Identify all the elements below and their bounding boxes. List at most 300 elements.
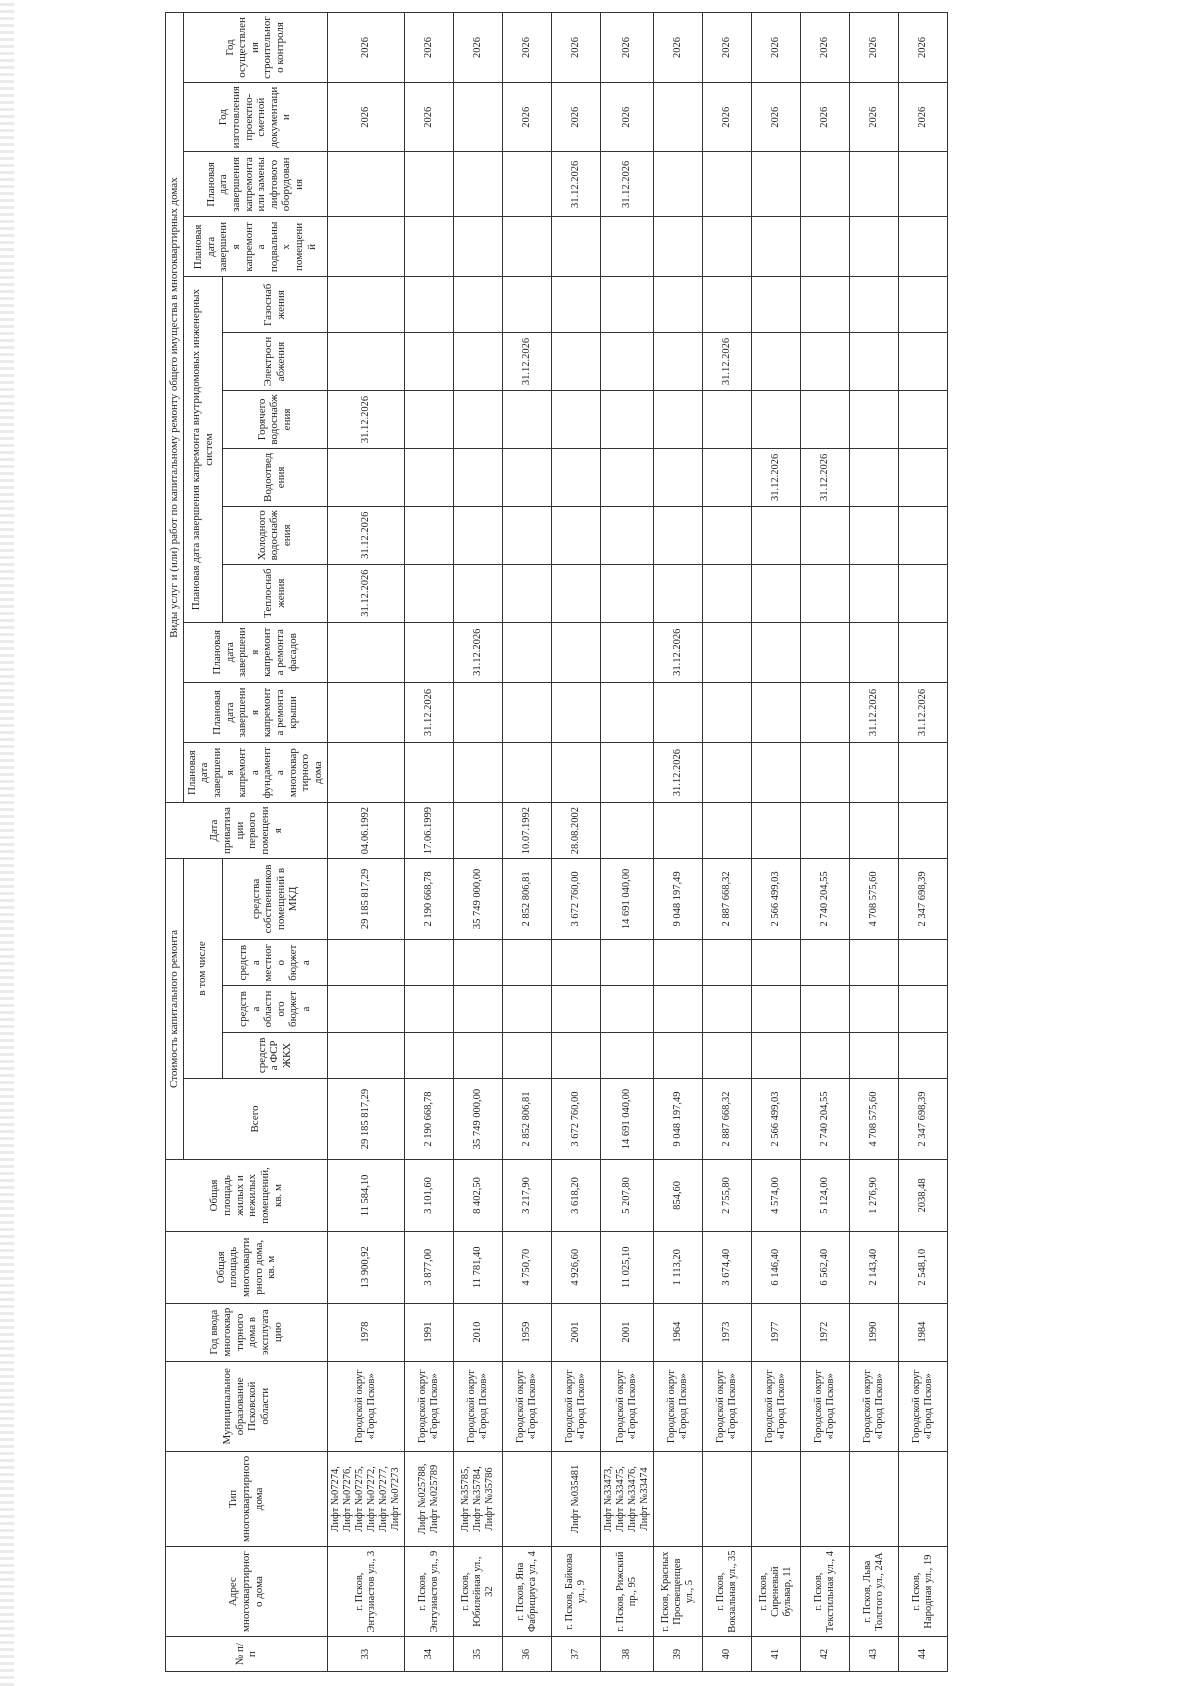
cell-cost-region bbox=[654, 986, 703, 1032]
cell-sewage bbox=[601, 448, 654, 506]
cell-sewage: 31.12.2026 bbox=[801, 448, 850, 506]
cell-heat bbox=[850, 564, 899, 622]
cell-facade bbox=[552, 622, 601, 682]
cell-control-year: 2026 bbox=[503, 13, 552, 83]
cell-cost-region bbox=[899, 986, 948, 1032]
cell-total-area: 3 674,40 bbox=[703, 1231, 752, 1303]
cell-elevator bbox=[752, 152, 801, 217]
cell-type: Лифт №035481 bbox=[552, 1451, 601, 1546]
cell-privatization bbox=[654, 803, 703, 859]
table-row bbox=[405, 13, 454, 1672]
cell-elevator: 31.12.2026 bbox=[601, 152, 654, 217]
cell-no: 41 bbox=[752, 1637, 801, 1672]
cell-total-area: 4 750,70 bbox=[503, 1231, 552, 1303]
cell-year: 1977 bbox=[752, 1303, 801, 1361]
cell-roof bbox=[654, 682, 703, 742]
cell-address: г. Псков, Красных Просвещенцев ул., 5 bbox=[654, 1546, 703, 1636]
cell-mo: Городской округ «Город Псков» bbox=[552, 1361, 601, 1451]
cell-facade bbox=[801, 622, 850, 682]
cell-year: 1990 bbox=[850, 1303, 899, 1361]
cell-cost-region bbox=[752, 986, 801, 1032]
cell-cost-local bbox=[601, 940, 654, 986]
cell-no: 44 bbox=[899, 1637, 948, 1672]
cell-elevator bbox=[454, 152, 503, 217]
header-gas: Газоснабжения bbox=[222, 277, 327, 333]
cell-heat bbox=[552, 564, 601, 622]
cell-elevator bbox=[899, 152, 948, 217]
cell-electricity bbox=[405, 333, 454, 391]
cell-year: 2001 bbox=[601, 1303, 654, 1361]
cell-control-year: 2026 bbox=[654, 13, 703, 83]
cell-heat bbox=[752, 564, 801, 622]
cell-electricity bbox=[899, 333, 948, 391]
header-year-built: Год ввода многоквартирного дома в эксплуатацию bbox=[166, 1303, 328, 1361]
cell-gas bbox=[454, 277, 503, 333]
cell-address: г. Псков, Байкова ул., 9 bbox=[552, 1546, 601, 1636]
cell-living-area: 854,60 bbox=[654, 1160, 703, 1232]
cell-elevator bbox=[327, 152, 404, 217]
cell-living-area: 3 217,90 bbox=[503, 1160, 552, 1232]
cell-basement bbox=[752, 217, 801, 277]
cell-address: г. Псков, Льва Толстого ул., 24А bbox=[850, 1546, 899, 1636]
header-municipality: Муниципальное образование Псковской области bbox=[166, 1361, 328, 1451]
cell-total-area: 6 146,40 bbox=[752, 1231, 801, 1303]
header-cost-owners: средства собственников помещений в МКД bbox=[222, 858, 327, 939]
header-cost-local: средства местного бюджета bbox=[222, 940, 327, 986]
cell-control-year: 2026 bbox=[850, 13, 899, 83]
cell-no: 39 bbox=[654, 1637, 703, 1672]
cell-mo: Городской округ «Город Псков» bbox=[899, 1361, 948, 1451]
cell-facade bbox=[703, 622, 752, 682]
cell-cold-water bbox=[454, 506, 503, 564]
table-row bbox=[654, 13, 703, 1672]
cell-elevator bbox=[405, 152, 454, 217]
cell-control-year: 2026 bbox=[752, 13, 801, 83]
cell-sewage: 31.12.2026 bbox=[752, 448, 801, 506]
table-row bbox=[801, 13, 850, 1672]
cell-year: 1978 bbox=[327, 1303, 404, 1361]
cell-elevator bbox=[850, 152, 899, 217]
cell-electricity bbox=[801, 333, 850, 391]
cell-basement bbox=[850, 217, 899, 277]
header-hot-water: Горячего водоснабжения bbox=[222, 391, 327, 449]
cell-control-year: 2026 bbox=[405, 13, 454, 83]
cell-design-year: 2026 bbox=[601, 82, 654, 151]
cell-cost-local bbox=[503, 940, 552, 986]
cell-hot-water bbox=[899, 391, 948, 449]
cell-total-area: 4 926,60 bbox=[552, 1231, 601, 1303]
cell-heat bbox=[454, 564, 503, 622]
cell-mo: Городской округ «Город Псков» bbox=[454, 1361, 503, 1451]
cell-no: 37 bbox=[552, 1637, 601, 1672]
cell-year: 2001 bbox=[552, 1303, 601, 1361]
cell-cost-owners: 14 691 040,00 bbox=[601, 858, 654, 939]
cell-mo: Городской округ «Город Псков» bbox=[601, 1361, 654, 1451]
cell-heat: 31.12.2026 bbox=[327, 564, 404, 622]
cell-living-area: 2 755,80 bbox=[703, 1160, 752, 1232]
cell-design-year: 2026 bbox=[703, 82, 752, 151]
cell-cost-total: 2 887 668,32 bbox=[703, 1079, 752, 1160]
cell-type bbox=[703, 1451, 752, 1546]
cell-mo: Городской округ «Город Псков» bbox=[850, 1361, 899, 1451]
cell-cost-owners: 3 672 760,00 bbox=[552, 858, 601, 939]
cell-cost-total: 9 048 197,49 bbox=[654, 1079, 703, 1160]
table-row bbox=[850, 13, 899, 1672]
cell-cost-fund bbox=[801, 1032, 850, 1078]
header-systems-group: Плановая дата завершения капремонта внутридомовых инженерных систем bbox=[183, 277, 222, 622]
table-row bbox=[601, 13, 654, 1672]
cell-heat bbox=[801, 564, 850, 622]
cell-living-area: 4 574,00 bbox=[752, 1160, 801, 1232]
cell-cost-total: 2 852 806,81 bbox=[503, 1079, 552, 1160]
cell-no: 43 bbox=[850, 1637, 899, 1672]
cell-hot-water bbox=[850, 391, 899, 449]
cell-address: г. Псков, Текстильная ул., 4 bbox=[801, 1546, 850, 1636]
cell-basement bbox=[552, 217, 601, 277]
cell-basement bbox=[654, 217, 703, 277]
header-sewage: Водоотведения bbox=[222, 448, 327, 506]
cell-address: г. Псков, Народная ул., 19 bbox=[899, 1546, 948, 1636]
cell-cost-total: 35 749 000,00 bbox=[454, 1079, 503, 1160]
cell-cost-fund bbox=[405, 1032, 454, 1078]
cell-type bbox=[752, 1451, 801, 1546]
cell-address: г. Псков, Энтузиастов ул., 3 bbox=[327, 1546, 404, 1636]
cell-control-year: 2026 bbox=[454, 13, 503, 83]
cell-foundation bbox=[552, 743, 601, 803]
cell-facade bbox=[752, 622, 801, 682]
cell-mo: Городской округ «Город Псков» bbox=[327, 1361, 404, 1451]
cell-cost-total: 14 691 040,00 bbox=[601, 1079, 654, 1160]
cell-roof bbox=[503, 682, 552, 742]
header-no: № п/п bbox=[166, 1637, 328, 1672]
header-total-area: Общая площадь многоквартирного дома, кв. м bbox=[166, 1231, 328, 1303]
header-type: Тип многоквартирного дома bbox=[166, 1451, 328, 1546]
cell-basement bbox=[601, 217, 654, 277]
cell-living-area: 3 618,20 bbox=[552, 1160, 601, 1232]
cell-sewage bbox=[327, 448, 404, 506]
cell-heat bbox=[654, 564, 703, 622]
cell-type: Лифт №35785, Лифт №35784, Лифт №35786 bbox=[454, 1451, 503, 1546]
cell-type bbox=[899, 1451, 948, 1546]
cell-cost-fund bbox=[850, 1032, 899, 1078]
cell-cost-fund bbox=[601, 1032, 654, 1078]
header-privatization: Дата приватизации первого помещения bbox=[166, 803, 328, 859]
cell-sewage bbox=[503, 448, 552, 506]
cell-cold-water bbox=[503, 506, 552, 564]
cell-mo: Городской округ «Город Псков» bbox=[503, 1361, 552, 1451]
cell-cost-region bbox=[601, 986, 654, 1032]
cell-control-year: 2026 bbox=[552, 13, 601, 83]
cell-year: 2010 bbox=[454, 1303, 503, 1361]
cell-hot-water bbox=[454, 391, 503, 449]
cell-gas bbox=[703, 277, 752, 333]
cell-gas bbox=[552, 277, 601, 333]
cell-electricity: 31.12.2026 bbox=[703, 333, 752, 391]
cell-privatization: 04.06.1992 bbox=[327, 803, 404, 859]
cell-no: 34 bbox=[405, 1637, 454, 1672]
table-header bbox=[166, 13, 328, 1672]
header-address: Адрес многоквартирного дома bbox=[166, 1546, 328, 1636]
cell-type bbox=[850, 1451, 899, 1546]
cell-no: 38 bbox=[601, 1637, 654, 1672]
cell-gas bbox=[601, 277, 654, 333]
cell-roof bbox=[801, 682, 850, 742]
cell-cost-total: 4 708 575,60 bbox=[850, 1079, 899, 1160]
cell-cost-local bbox=[850, 940, 899, 986]
cell-cost-local bbox=[703, 940, 752, 986]
cell-cold-water bbox=[405, 506, 454, 564]
cell-address: г. Псков, Энтузиастов ул., 9 bbox=[405, 1546, 454, 1636]
cell-cost-owners: 2 740 204,55 bbox=[801, 858, 850, 939]
cell-hot-water bbox=[752, 391, 801, 449]
header-cost-total: Всего bbox=[183, 1079, 327, 1160]
cell-cost-owners: 4 708 575,60 bbox=[850, 858, 899, 939]
cell-cost-owners: 29 185 817,29 bbox=[327, 858, 404, 939]
cell-electricity bbox=[601, 333, 654, 391]
cell-living-area: 2038,48 bbox=[899, 1160, 948, 1232]
cell-total-area: 11 781,40 bbox=[454, 1231, 503, 1303]
cell-foundation bbox=[801, 743, 850, 803]
cell-cost-local bbox=[801, 940, 850, 986]
cell-electricity bbox=[752, 333, 801, 391]
cell-control-year: 2026 bbox=[327, 13, 404, 83]
cell-hot-water bbox=[654, 391, 703, 449]
cell-facade bbox=[327, 622, 404, 682]
cell-cost-fund bbox=[752, 1032, 801, 1078]
cell-foundation bbox=[503, 743, 552, 803]
cell-heat bbox=[405, 564, 454, 622]
cell-mo: Городской округ «Город Псков» bbox=[801, 1361, 850, 1451]
cell-cost-owners: 2 852 806,81 bbox=[503, 858, 552, 939]
header-elevator: Плановая дата завершения капремонта или замены лифтового оборудования bbox=[183, 152, 327, 217]
cell-total-area: 13 900,92 bbox=[327, 1231, 404, 1303]
cell-hot-water bbox=[503, 391, 552, 449]
cell-privatization bbox=[899, 803, 948, 859]
cell-cost-region bbox=[850, 986, 899, 1032]
cell-sewage bbox=[703, 448, 752, 506]
cell-gas bbox=[752, 277, 801, 333]
cell-privatization: 10.07.1992 bbox=[503, 803, 552, 859]
cell-address: г. Псков, Юбилейная ул., 32 bbox=[454, 1546, 503, 1636]
cell-cost-region bbox=[801, 986, 850, 1032]
cell-privatization bbox=[752, 803, 801, 859]
cell-address: г. Псков, Яна Фабрициуса ул., 4 bbox=[503, 1546, 552, 1636]
cell-cost-region bbox=[454, 986, 503, 1032]
cell-cost-fund bbox=[654, 1032, 703, 1078]
cell-electricity bbox=[327, 333, 404, 391]
cell-total-area: 2 548,10 bbox=[899, 1231, 948, 1303]
cell-living-area: 3 101,60 bbox=[405, 1160, 454, 1232]
cell-cost-local bbox=[899, 940, 948, 986]
cell-roof bbox=[454, 682, 503, 742]
table-row bbox=[703, 13, 752, 1672]
cell-roof: 31.12.2026 bbox=[899, 682, 948, 742]
cell-living-area: 1 276,90 bbox=[850, 1160, 899, 1232]
cell-type bbox=[503, 1451, 552, 1546]
cell-roof: 31.12.2026 bbox=[850, 682, 899, 742]
cell-mo: Городской округ «Город Псков» bbox=[405, 1361, 454, 1451]
cell-design-year: 2026 bbox=[552, 82, 601, 151]
cell-cost-region bbox=[503, 986, 552, 1032]
cell-sewage bbox=[850, 448, 899, 506]
cell-living-area: 5 124,00 bbox=[801, 1160, 850, 1232]
cell-control-year: 2026 bbox=[801, 13, 850, 83]
cell-sewage bbox=[405, 448, 454, 506]
cell-electricity bbox=[454, 333, 503, 391]
header-cost-incl: в том числе bbox=[183, 858, 222, 1078]
cell-basement bbox=[703, 217, 752, 277]
cell-gas bbox=[327, 277, 404, 333]
cell-cost-fund bbox=[454, 1032, 503, 1078]
cell-cost-total: 2 566 499,03 bbox=[752, 1079, 801, 1160]
cell-type bbox=[654, 1451, 703, 1546]
table-row bbox=[899, 13, 948, 1672]
cell-cold-water bbox=[850, 506, 899, 564]
cell-year: 1973 bbox=[703, 1303, 752, 1361]
cell-foundation bbox=[850, 743, 899, 803]
cell-elevator bbox=[703, 152, 752, 217]
cell-gas bbox=[654, 277, 703, 333]
cell-design-year bbox=[654, 82, 703, 151]
header-foundation: Плановая дата завершения капремонта фундамента многоквартирного дома bbox=[183, 743, 327, 803]
cell-total-area: 3 877,00 bbox=[405, 1231, 454, 1303]
cell-cost-total: 2 740 204,55 bbox=[801, 1079, 850, 1160]
cell-hot-water bbox=[703, 391, 752, 449]
cell-facade: 31.12.2026 bbox=[454, 622, 503, 682]
cell-foundation bbox=[454, 743, 503, 803]
cell-privatization bbox=[601, 803, 654, 859]
cell-control-year: 2026 bbox=[601, 13, 654, 83]
cell-cost-local bbox=[405, 940, 454, 986]
header-basement: Плановая дата завершения капремонта подвальных помещений bbox=[183, 217, 327, 277]
header-roof: Плановая дата завершения капремонта ремонта крыши bbox=[183, 682, 327, 742]
cell-no: 36 bbox=[503, 1637, 552, 1672]
cell-hot-water bbox=[601, 391, 654, 449]
cell-type: Лифт №025788, Лифт №025789 bbox=[405, 1451, 454, 1546]
cell-facade bbox=[601, 622, 654, 682]
cell-cost-total: 2 347 698,39 bbox=[899, 1079, 948, 1160]
cell-electricity bbox=[654, 333, 703, 391]
cell-heat bbox=[899, 564, 948, 622]
capital-repair-table bbox=[165, 12, 948, 1672]
cell-hot-water: 31.12.2026 bbox=[327, 391, 404, 449]
cell-roof bbox=[552, 682, 601, 742]
cell-cold-water bbox=[752, 506, 801, 564]
table-row bbox=[454, 13, 503, 1672]
cell-cold-water: 31.12.2026 bbox=[327, 506, 404, 564]
cell-living-area: 5 207,80 bbox=[601, 1160, 654, 1232]
cell-address: г. Псков, Рижский пр., 95 bbox=[601, 1546, 654, 1636]
header-works-group: Виды услуг и (или) работ по капитальному ремонту общего имущества в многоквартирных домах bbox=[166, 13, 184, 803]
table-row bbox=[552, 13, 601, 1672]
cell-living-area: 11 584,10 bbox=[327, 1160, 404, 1232]
cell-type: Лифт №07274, Лифт №07276, Лифт №07275, Лифт №07272, Лифт №07277, Лифт №07273 bbox=[327, 1451, 404, 1546]
cell-cost-fund bbox=[703, 1032, 752, 1078]
cell-gas bbox=[503, 277, 552, 333]
cell-gas bbox=[801, 277, 850, 333]
cell-electricity: 31.12.2026 bbox=[503, 333, 552, 391]
cell-elevator: 31.12.2026 bbox=[552, 152, 601, 217]
table-row bbox=[752, 13, 801, 1672]
cell-gas bbox=[405, 277, 454, 333]
cell-heat bbox=[503, 564, 552, 622]
cell-heat bbox=[601, 564, 654, 622]
cell-cost-region bbox=[327, 986, 404, 1032]
cell-privatization bbox=[801, 803, 850, 859]
header-design-year: Год изготовления проектно-сметной документации bbox=[183, 82, 327, 151]
cell-cost-fund bbox=[552, 1032, 601, 1078]
cell-no: 42 bbox=[801, 1637, 850, 1672]
cell-facade bbox=[405, 622, 454, 682]
header-heat: Теплоснабжения bbox=[222, 564, 327, 622]
cell-basement bbox=[899, 217, 948, 277]
cell-roof: 31.12.2026 bbox=[405, 682, 454, 742]
cell-gas bbox=[899, 277, 948, 333]
cell-total-area: 1 113,20 bbox=[654, 1231, 703, 1303]
cell-year: 1991 bbox=[405, 1303, 454, 1361]
cell-elevator bbox=[503, 152, 552, 217]
cell-basement bbox=[801, 217, 850, 277]
cell-roof bbox=[703, 682, 752, 742]
cell-foundation bbox=[405, 743, 454, 803]
cell-cost-local bbox=[454, 940, 503, 986]
cell-year: 1959 bbox=[503, 1303, 552, 1361]
cell-design-year: 2026 bbox=[405, 82, 454, 151]
cell-elevator bbox=[654, 152, 703, 217]
header-facade: Плановая дата завершения капремонта ремонта фасадов bbox=[183, 622, 327, 682]
header-living-area: Общая площадь жилых и нежилых помещений, кв. м bbox=[166, 1160, 328, 1232]
cell-cost-owners: 9 048 197,49 bbox=[654, 858, 703, 939]
header-cold-water: Холодного водоснабжения bbox=[222, 506, 327, 564]
cell-cost-total: 29 185 817,29 bbox=[327, 1079, 404, 1160]
cell-control-year: 2026 bbox=[703, 13, 752, 83]
cell-year: 1964 bbox=[654, 1303, 703, 1361]
cell-privatization bbox=[850, 803, 899, 859]
cell-facade: 31.12.2026 bbox=[654, 622, 703, 682]
header-cost-region: средства областного бюджета bbox=[222, 986, 327, 1032]
cell-cold-water bbox=[601, 506, 654, 564]
cell-foundation: 31.12.2026 bbox=[654, 743, 703, 803]
cell-year: 1972 bbox=[801, 1303, 850, 1361]
cell-facade bbox=[899, 622, 948, 682]
cell-control-year: 2026 bbox=[899, 13, 948, 83]
cell-design-year bbox=[454, 82, 503, 151]
scan-edge-noise bbox=[0, 0, 14, 1686]
cell-mo: Городской округ «Город Псков» bbox=[654, 1361, 703, 1451]
cell-mo: Городской округ «Город Псков» bbox=[752, 1361, 801, 1451]
header-cost-group: Стоимость капитального ремонта bbox=[166, 858, 184, 1159]
cell-facade bbox=[503, 622, 552, 682]
cell-cost-local bbox=[654, 940, 703, 986]
cell-roof bbox=[327, 682, 404, 742]
cell-privatization: 28.08.2002 bbox=[552, 803, 601, 859]
cell-cost-total: 3 672 760,00 bbox=[552, 1079, 601, 1160]
cell-elevator bbox=[801, 152, 850, 217]
cell-cost-region bbox=[405, 986, 454, 1032]
cell-type: Лифт №33473, Лифт №33475, Лифт №33476, Лифт №33474 bbox=[601, 1451, 654, 1546]
cell-no: 33 bbox=[327, 1637, 404, 1672]
cell-roof bbox=[601, 682, 654, 742]
cell-cost-local bbox=[752, 940, 801, 986]
cell-gas bbox=[850, 277, 899, 333]
cell-total-area: 6 562,40 bbox=[801, 1231, 850, 1303]
cell-privatization bbox=[454, 803, 503, 859]
cell-design-year: 2026 bbox=[503, 82, 552, 151]
cell-basement bbox=[454, 217, 503, 277]
cell-mo: Городской округ «Город Псков» bbox=[703, 1361, 752, 1451]
cell-cost-local bbox=[552, 940, 601, 986]
cell-foundation bbox=[601, 743, 654, 803]
